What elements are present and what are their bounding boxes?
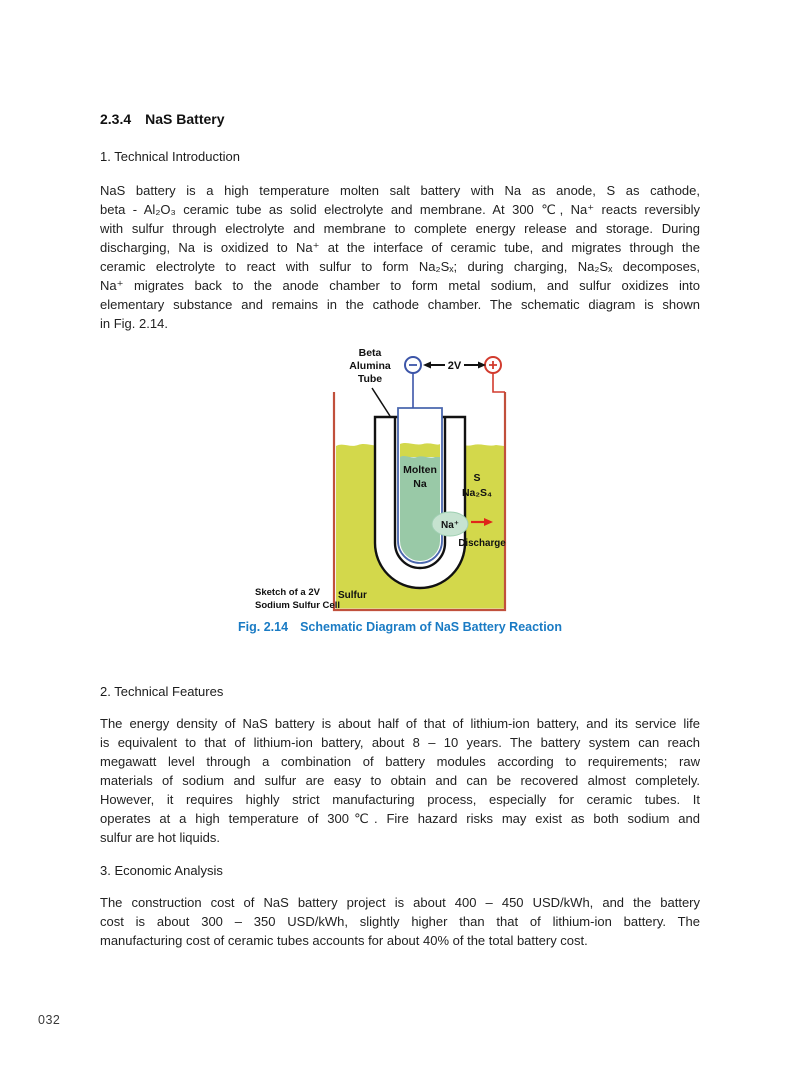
subsection-title-technical-features: 2. Technical Features [100, 684, 224, 699]
label-2v: 2V [447, 360, 462, 372]
body-line: discharging, Na is oxidized to Na⁺ at the interface of ceramic tube, and migrates through the [100, 240, 700, 255]
figure-caption-title: Schematic Diagram of NaS Battery Reaction [300, 620, 562, 634]
label-molten-na: Molten [403, 464, 437, 476]
label-sulfur-phase: S [473, 472, 481, 484]
body-line: is equivalent to that of lithium-ion battery, about 8 – 10 years. The battery system can reach [100, 735, 700, 750]
label-discharge: Discharge [458, 538, 506, 549]
section-heading [100, 111, 225, 127]
subsection-title-technical-introduction: 1. Technical Introduction [100, 149, 240, 164]
body-line: in Fig. 2.14. [100, 316, 168, 331]
body-line: sulfur are hot liquids. [100, 830, 220, 845]
figure-caption-label: Fig. 2.14 [238, 620, 289, 634]
label-sketch-caption: Sodium Sulfur Cell [255, 600, 340, 611]
sulfur-band-in-tube [400, 443, 440, 457]
body-line: However, it requires highly strict manufacturing process, especially for ceramic tubes. It [100, 792, 700, 807]
minus-terminal-icon [405, 357, 421, 373]
paragraph-economic-analysis [100, 893, 700, 950]
body-line: beta - Al₂O₃ ceramic tube as solid electrolyte and membrane. At 300 ℃, Na⁺ reacts reversibly [100, 202, 700, 217]
body-line: The energy density of NaS battery is about half of that of lithium-ion battery, and its service life [100, 716, 700, 731]
label-na2s4: Na₂S₄ [461, 487, 493, 499]
subsection-title-economic-analysis: 3. Economic Analysis [100, 863, 223, 878]
label-molten-na: Na [413, 478, 427, 490]
pointer-line [372, 388, 390, 416]
wire-positive [493, 373, 505, 392]
plus-terminal-icon [485, 357, 501, 373]
body-line: operates at a high temperature of 300℃. Fire hazard risks may exist as both sodium and [100, 811, 700, 826]
body-line: ceramic electrolyte to react with sulfur to form Na₂Sₓ; during charging, Na₂Sₓ decomposes, [100, 259, 700, 274]
page-number: 032 [38, 1013, 61, 1027]
body-line: megawatt level through a combination of battery modules according to requirements; raw [100, 754, 700, 769]
body-line: NaS battery is a high temperature molten salt battery with Na as anode, S as cathode, [100, 183, 700, 198]
label-beta-alumina-tube: Tube [357, 373, 383, 385]
body-line: cost is about 300 – 350 USD/kWh, slightly higher than that of lithium-ion battery. The [100, 914, 700, 929]
nas-battery-diagram [255, 342, 515, 615]
paragraph-technical-introduction [100, 181, 700, 333]
section-title: NaS Battery [145, 111, 225, 127]
body-line: Na⁺ migrates back to the anode chamber to form metal sodium, and sulfur oxidizes into [100, 278, 700, 293]
body-line: with sulfur through electrolyte and membrane to complete energy release and storage. During [100, 221, 700, 236]
body-line: The construction cost of NaS battery project is about 400 – 450 USD/kWh, and the battery [100, 895, 700, 910]
section-number: 2.3.4 [100, 111, 132, 127]
body-line: materials of sodium and sulfur are easy to obtain and can be recovered almost completely. [100, 773, 700, 788]
body-line: elementary substance and remains in the cathode chamber. The schematic diagram is shown [100, 297, 700, 312]
label-beta-alumina-tube: Beta [358, 347, 382, 359]
figure-caption [100, 620, 700, 634]
label-sketch-caption: Sketch of a 2V [255, 587, 320, 598]
paragraph-technical-features [100, 714, 700, 847]
body-line: manufacturing cost of ceramic tubes accounts for about 40% of the total battery cost. [100, 933, 588, 948]
label-sulfur: Sulfur [338, 590, 367, 601]
label-beta-alumina-tube: Alumina [349, 360, 391, 372]
label-na-ion: Na⁺ [440, 520, 460, 531]
